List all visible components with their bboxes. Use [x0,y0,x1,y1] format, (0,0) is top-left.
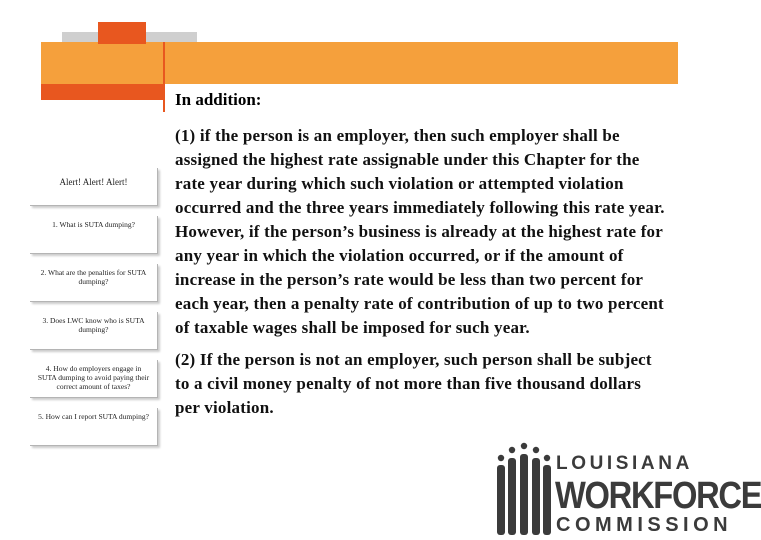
decorative-orange-header-band [163,42,678,84]
sidebar-item-report-suta-dumping[interactable]: 5. How can I report SUTA dumping? [30,408,158,446]
main-content [175,124,670,428]
decorative-divider [163,42,165,112]
logo-text-workforce: WORKFORCE [555,475,761,517]
decorative-red-block-top [98,22,146,44]
sidebar-item-how-employers-engage[interactable]: 4. How do employers engage in SUTA dumping to avoid paying their correct amount of taxes? [30,360,158,398]
logo-text-louisiana: LOUISIANA [556,453,693,474]
sidebar-item-penalties[interactable]: 2. What are the penalties for SUTA dumping? [30,264,158,302]
section-heading: In addition: [175,90,262,109]
sidebar-item-alert[interactable]: Alert! Alert! Alert! [30,168,158,206]
sidebar-item-what-is-suta-dumping[interactable]: 1. What is SUTA dumping? [30,216,158,254]
paragraph-non-employer-penalty: (2) If the person is not an employer, such person shall be subject to a civil money penalty of not more than five thousand dollars per violation. [175,350,652,417]
logo-text-commission: COMMISSION [556,514,733,536]
paragraph-employer-penalty: (1) if the person is an employer, then such employer shall be assigned the highest rate assignable under this Chapter for the rate year during which such violation or attempted violation occurred and the three years immediately following this rate year. However, if the person’s business is already at the highest rate for any year in which the violation occurred, or if the amount of increase in the person’s rate would be less than two percent for each year, then a penalty rate of contribution of up to two percent of taxable wages shall be imposed for such year. [175,126,665,337]
sidebar-nav [30,168,158,456]
decorative-orange-block [41,42,163,84]
sidebar-item-lwc-knows[interactable]: 3. Does LWC know who is SUTA dumping? [30,312,158,350]
decorative-red-block [41,84,163,100]
